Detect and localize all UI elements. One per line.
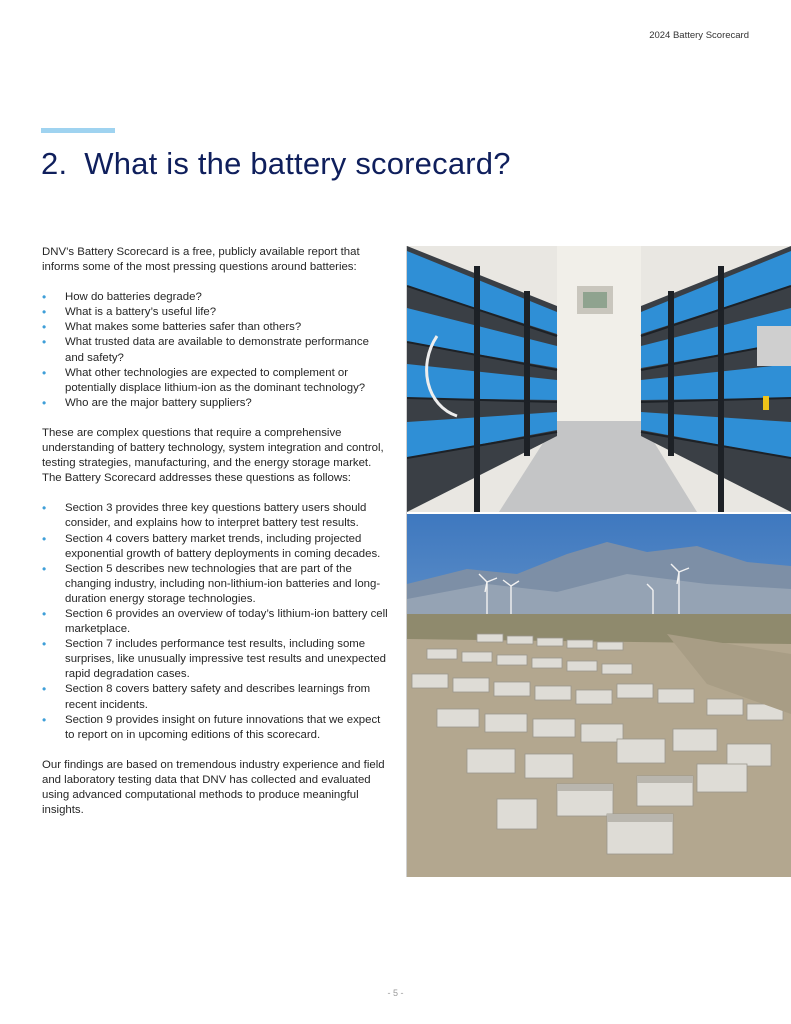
bullet-icon: • [42, 501, 47, 516]
bullet-icon: • [42, 712, 47, 727]
bullet-icon: • [42, 290, 47, 305]
list-item [42, 501, 390, 531]
bullet-icon: • [42, 395, 47, 410]
list-item-text: How do batteries degrade? [65, 291, 202, 304]
bullet-icon: • [42, 305, 47, 320]
accent-bar [41, 128, 115, 133]
bullet-icon: • [42, 606, 47, 621]
list-item-text: Section 8 covers battery safety and describes learnings from recent incidents. [65, 683, 371, 711]
sections-list [42, 501, 390, 743]
photo-battery-racks-icon [407, 246, 791, 512]
list-item [42, 335, 390, 365]
list-item [42, 637, 390, 682]
bullet-icon: • [42, 561, 47, 576]
list-item [42, 682, 390, 712]
list-item-text: Section 7 includes performance test results, including some surprises, like unusually impressive test results and unexpected rapid degradation cases. [65, 638, 386, 681]
list-item [42, 713, 390, 743]
bullet-icon: • [42, 531, 47, 546]
list-item [42, 290, 390, 305]
page-title [41, 146, 511, 182]
list-item-text: What is a battery’s useful life? [65, 306, 217, 319]
section-number: 2. [41, 146, 68, 181]
body-text-column [42, 245, 390, 818]
bullet-icon: • [42, 365, 47, 380]
battery-storage-field-photo [407, 514, 791, 877]
running-header: 2024 Battery Scorecard [649, 30, 749, 41]
page-number: - 5 - [387, 988, 404, 998]
section-title-text: What is the battery scorecard? [84, 146, 511, 181]
bullet-icon: • [42, 637, 47, 652]
list-item [42, 366, 390, 396]
list-item-text: Section 9 provides insight on future innovations that we expect to report on in upcoming editions of this scorecard. [65, 713, 381, 741]
list-item [42, 532, 390, 562]
closing-paragraph: Our findings are based on tremendous industry experience and field and laboratory testing data that DNV has collected and evaluated using advanced computational methods to produce meaningful insights. [42, 758, 385, 817]
list-item [42, 562, 390, 607]
complexity-paragraph: These are complex questions that require a comprehensive understanding of battery technology, system integration and control, testing strategies, manufacturing, and the energy storage market. The Battery Scorecard addresses these questions as follows: [42, 426, 384, 485]
intro-paragraph: DNV’s Battery Scorecard is a free, publicly available report that informs some of the most pressing questions around batteries: [42, 246, 360, 274]
list-item [42, 320, 390, 335]
photo-bess-containers-icon [407, 514, 791, 877]
bullet-icon: • [42, 320, 47, 335]
questions-list [42, 290, 390, 411]
list-item-text: Section 6 provides an overview of today’s lithium-ion battery cell marketplace. [65, 607, 388, 636]
list-item-text: Who are the major battery suppliers? [65, 396, 252, 409]
battery-test-lab-photo [407, 246, 791, 512]
list-item [42, 305, 390, 320]
list-item-text: Section 5 describes new technologies that are part of the changing industry, including non-lithium-ion batteries and long-duration energy storage technologies. [65, 562, 381, 605]
bullet-icon: • [42, 682, 47, 697]
list-item-text: What makes some batteries safer than others? [65, 321, 302, 334]
bullet-icon: • [42, 335, 47, 350]
list-item-text: Section 3 provides three key questions battery users should consider, and explains how to interpret battery test results. [65, 502, 367, 530]
list-item-text: What trusted data are available to demonstrate performance and safety? [65, 336, 369, 364]
list-item-text: Section 4 covers battery market trends, including projected exponential growth of battery deployments in coming decades. [65, 532, 381, 560]
list-item-text: What other technologies are expected to complement or potentially displace lithium-ion as the dominant technology? [65, 366, 366, 394]
list-item [42, 607, 390, 637]
list-item [42, 396, 390, 411]
